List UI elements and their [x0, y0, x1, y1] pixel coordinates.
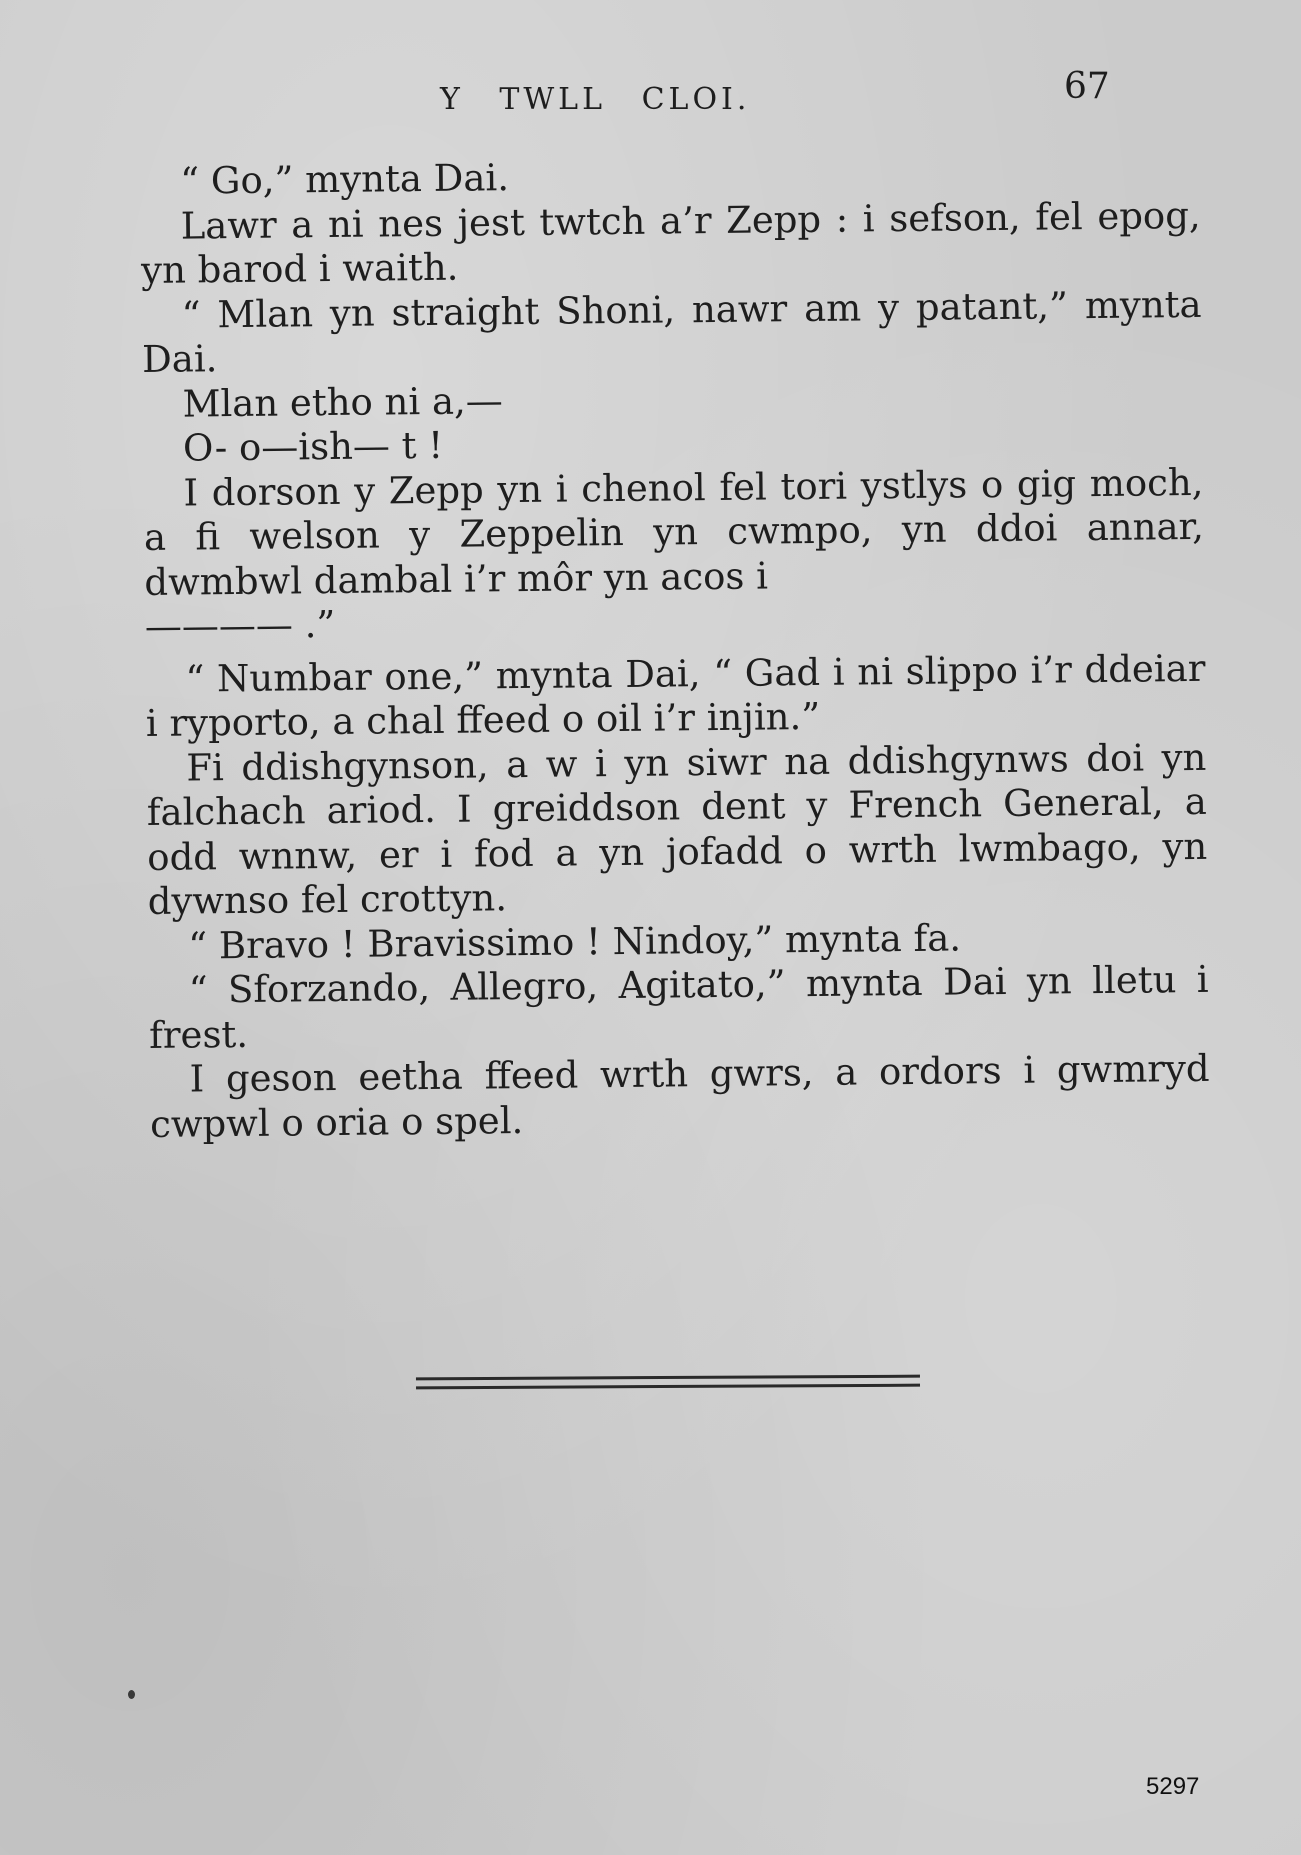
running-title: Y TWLL CLOI.	[440, 82, 751, 117]
dash-line: ———— .”	[144, 602, 336, 648]
end-rule-line	[416, 1375, 920, 1381]
paragraph: Lawr a ni nes jest twtch a’r Zepp : i sefson, fel epog, yn barod i waith.	[140, 193, 1201, 292]
end-rule	[416, 1375, 920, 1392]
page-number: 67	[1064, 66, 1110, 107]
paragraph: O- o—ish— t !	[182, 423, 444, 470]
paragraph: “ Numbar one,” mynta Dai, “ Gad i ni slippo i’r ddeiar i ryporto, a chal ffeed o oil i’r injin.”	[145, 646, 1206, 745]
end-rule-line	[416, 1384, 920, 1390]
paragraph: “ Sforzando, Allegro, Agitato,” mynta Dai yn lletu i frest.	[148, 957, 1209, 1057]
paragraph: “ Go,” mynta Dai.	[179, 156, 510, 203]
paragraph: Fi ddishgynson, a w i yn siwr na ddishgynws doi yn falchach ariod. I greiddson dent y French General, a odd wnnw, er i fod a yn jofadd o wrth lwmbago, yn dywnso fel crottyn.	[146, 735, 1208, 923]
paragraph: Mlan etho ni a,—	[182, 378, 504, 426]
body-text	[140, 149, 1210, 1147]
paragraph: “ Bravo ! Bravissimo ! Nindoy,” mynta fa.	[188, 915, 962, 968]
paragraph: I geson eetha ffeed wrth gwrs, a ordors i gwmryd cwpwl o oria o spel.	[149, 1046, 1210, 1146]
paragraph: “ Mlan yn straight Shoni, nawr am y patant,” mynta Dai.	[141, 282, 1202, 381]
catalog-number: 5297	[1146, 1773, 1200, 1800]
paragraph: I dorson y Zepp yn i chenol fel tori ystlys o gig moch, a fi welson y Zeppelin yn cwmpo, yn ddoi annar, dwmbwl dambal i’r môr yn acos i	[143, 460, 1205, 604]
paper-spot	[128, 1690, 135, 1699]
